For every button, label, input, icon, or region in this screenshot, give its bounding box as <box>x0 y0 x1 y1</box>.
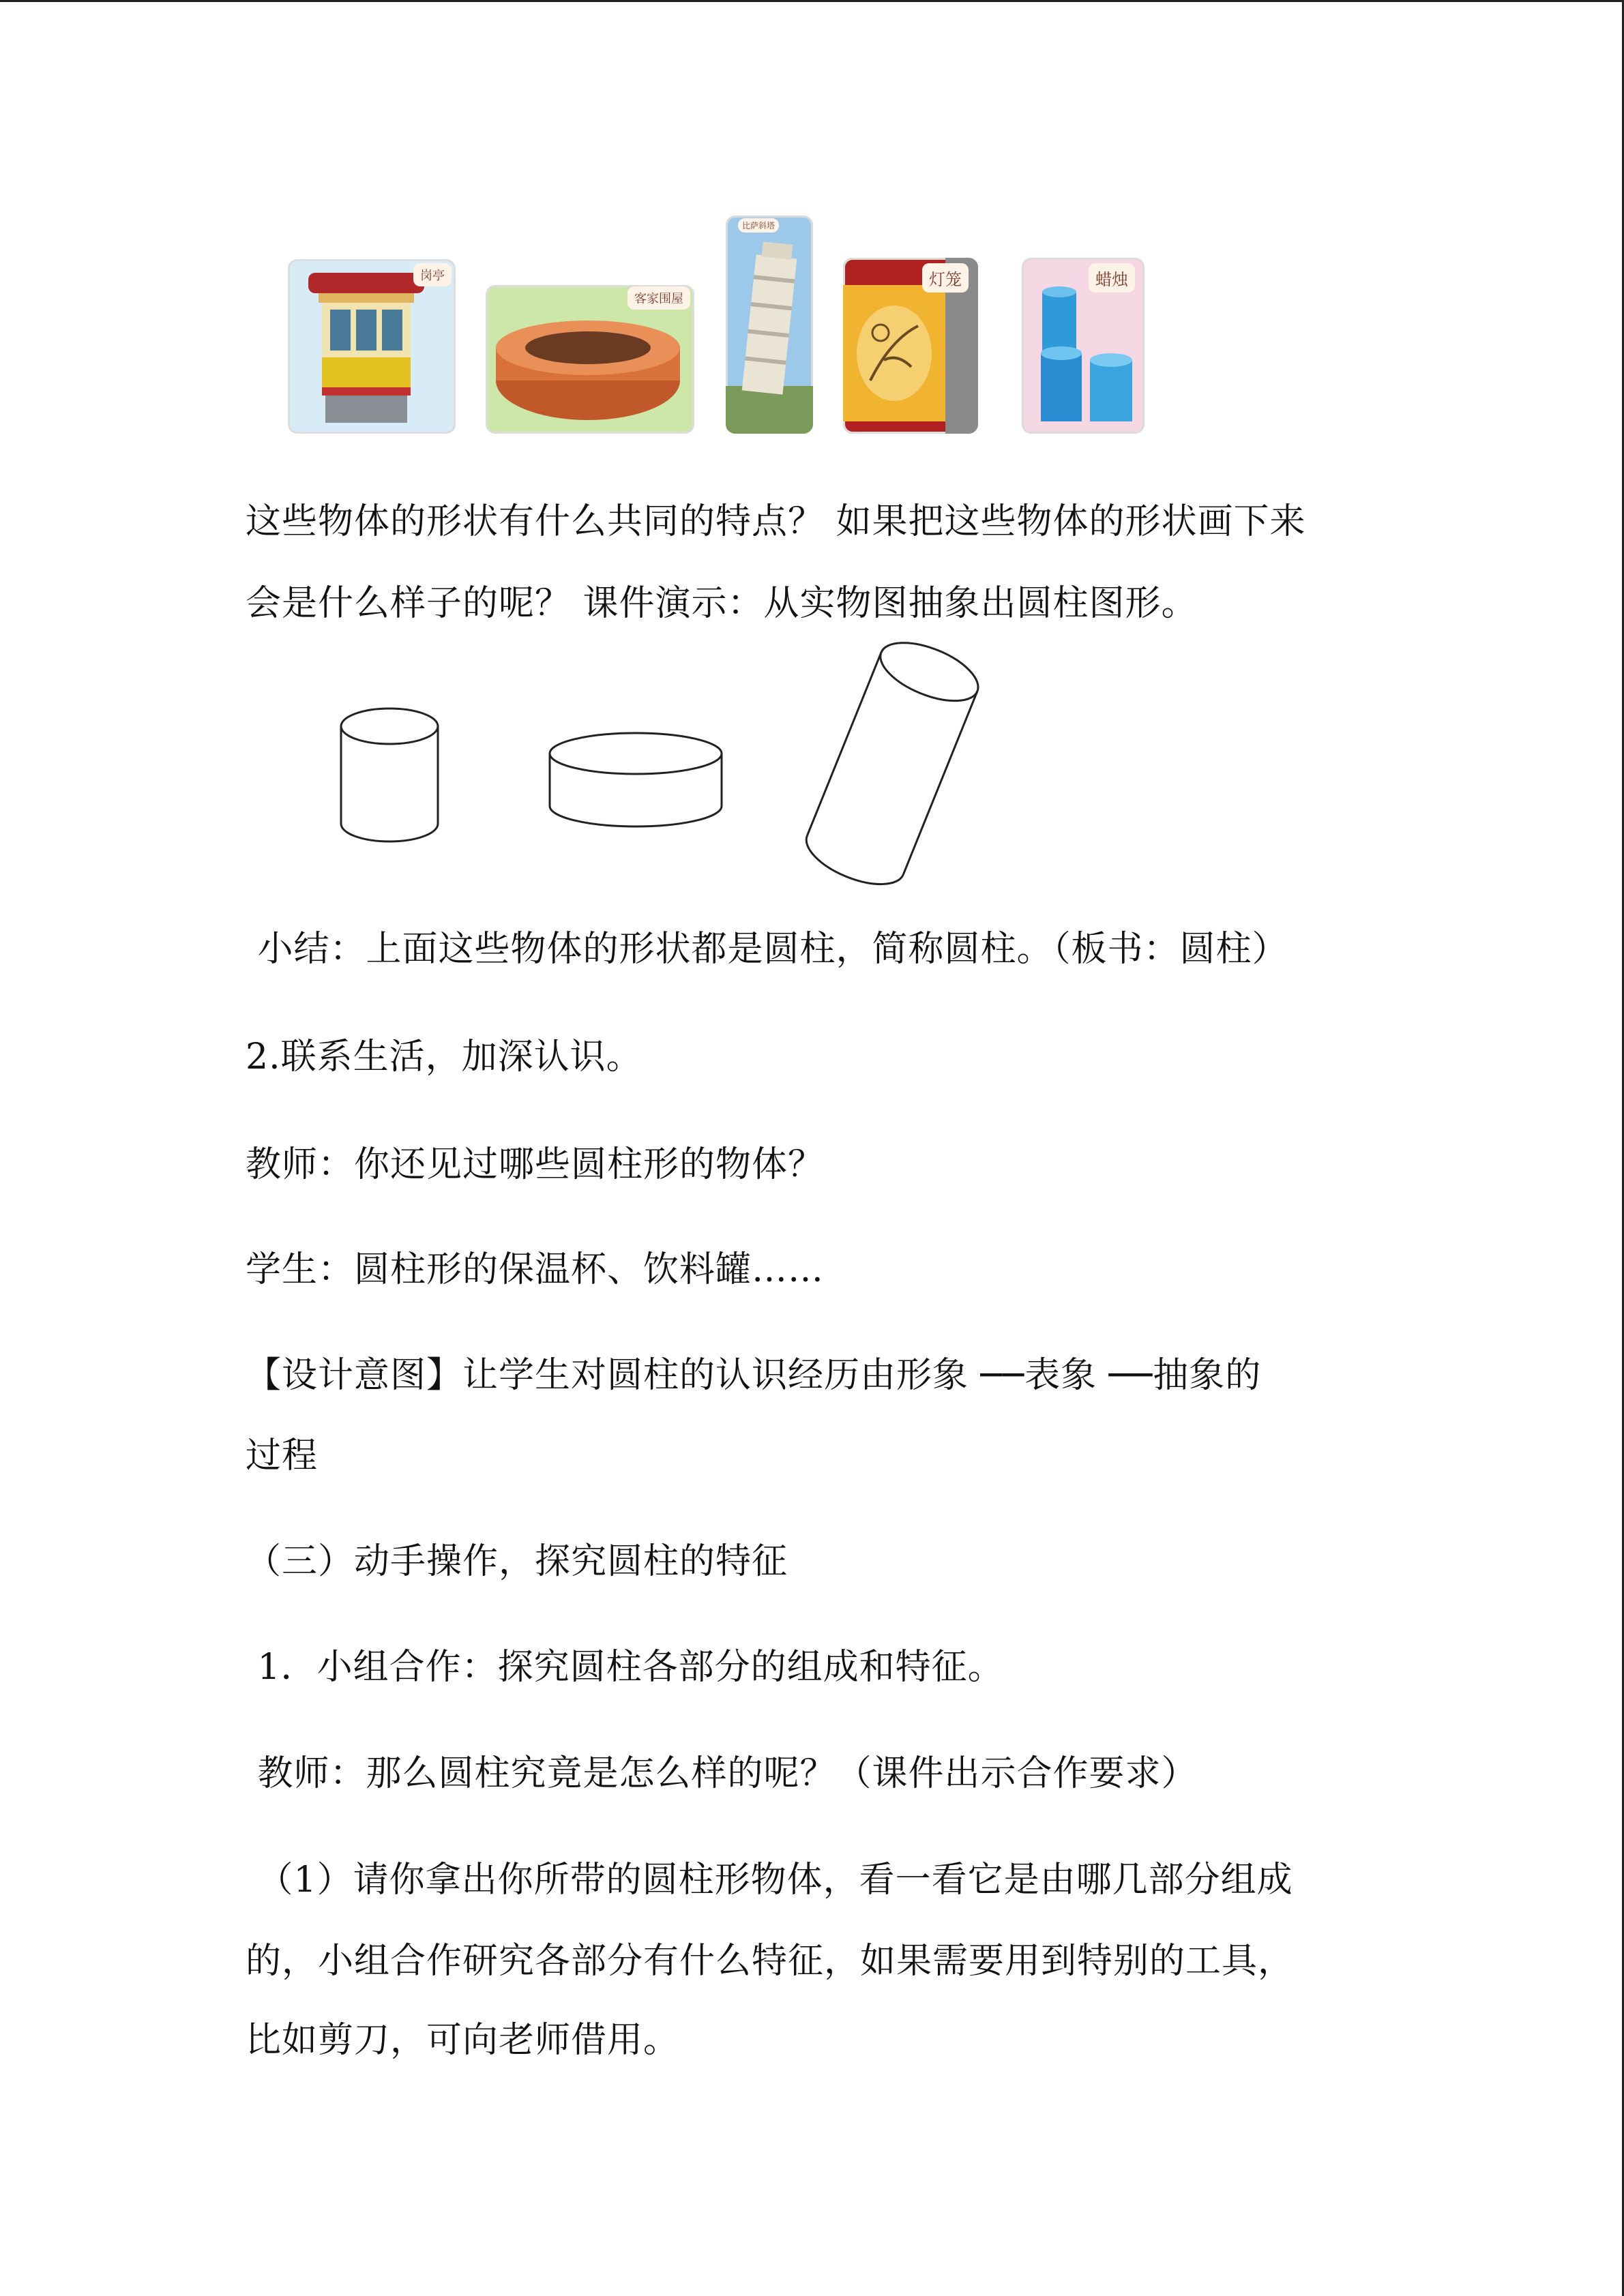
design-intent-line-2: 过程 <box>246 1435 319 1476</box>
cylinder-upright <box>341 709 438 841</box>
section-2-heading: 2.联系生活，加深认识。 <box>246 1037 643 1077</box>
requirement-line-1: （1）请你拿出你所带的圆柱形物体，看一看它是由哪几部分组成 <box>246 1860 1293 1900</box>
booth-label: 岗亭 <box>413 263 452 286</box>
part-3-heading: （三）动手操作，探究圆柱的特征 <box>246 1541 788 1582</box>
cylinder-flat <box>550 733 722 826</box>
question-line-2: 会是什么样子的呢？ 课件演示：从实物图抽象出圆柱图形。 <box>246 583 1198 624</box>
requirement-line-2: 的，小组合作研究各部分有什么特征，如果需要用到特别的工具， <box>246 1941 1295 1982</box>
lantern-label: 灯笼 <box>922 263 969 293</box>
requirement-line-3: 比如剪刀，可向老师借用。 <box>246 2020 680 2061</box>
cylinder-tilted <box>799 631 986 896</box>
step-1-line: 1．小组合作：探究圆柱各部分的组成和特征。 <box>246 1647 1004 1688</box>
student-answer: 学生：圆柱形的保温杯、饮料罐…… <box>246 1249 825 1290</box>
tulou-label: 客家围屋 <box>628 286 690 310</box>
question-line-1: 这些物体的形状有什么共同的特点？ 如果把这些物体的形状画下来 <box>246 501 1306 542</box>
teacher-question: 教师：你还见过哪些圆柱形的物体？ <box>246 1144 825 1185</box>
teacher-line-2: 教师：那么圆柱究竟是怎么样的呢？（课件出示合作要求） <box>246 1753 1198 1794</box>
candle-label: 蜡烛 <box>1089 263 1135 293</box>
design-intent-line-1: 【设计意图】让学生对圆柱的认识经历由形象 ──表象 ──抽象的 <box>246 1355 1262 1396</box>
tower-label: 比萨斜塔 <box>738 218 779 233</box>
summary-line: 小结：上面这些物体的形状都是圆柱，简称圆柱。（板书：圆柱） <box>246 929 1288 970</box>
